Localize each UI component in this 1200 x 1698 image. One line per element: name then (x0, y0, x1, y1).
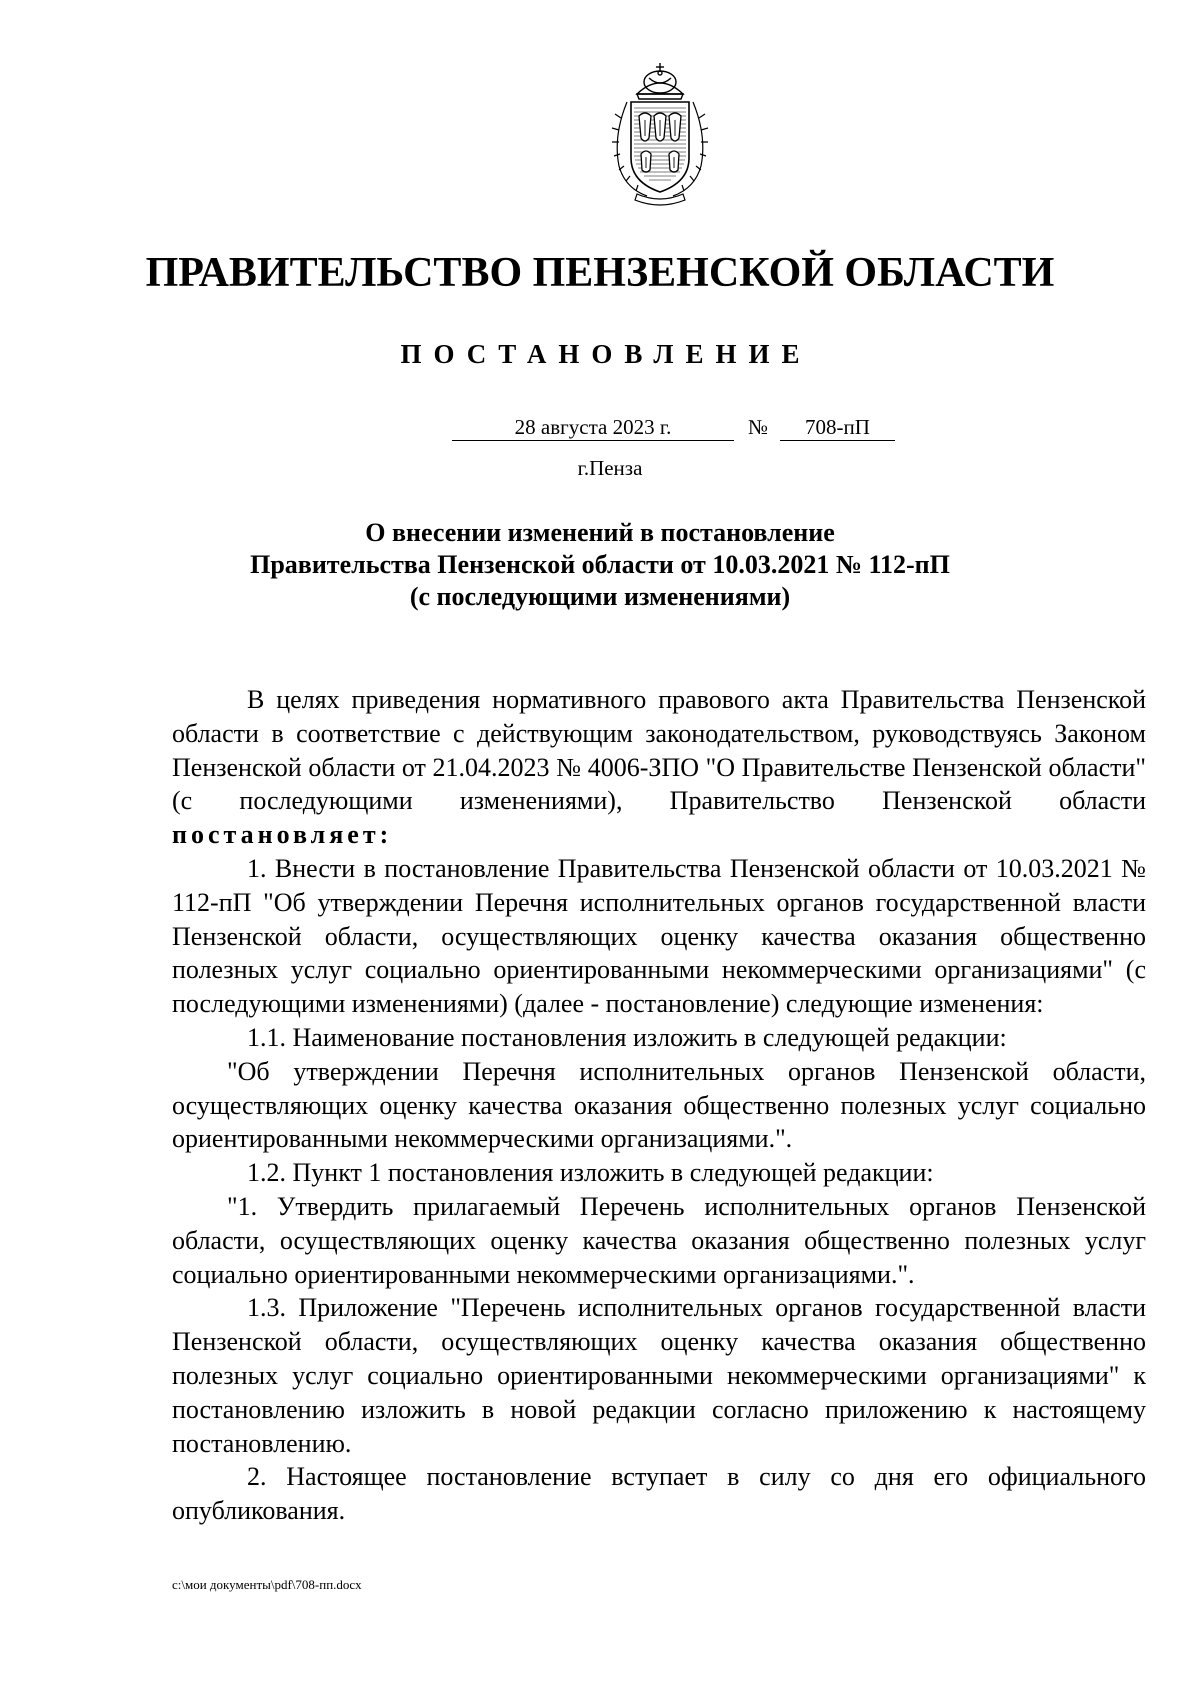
document-title (0, 517, 1200, 613)
footer-file-path: c:\мои документы\pdf\708-пп.docx (172, 1577, 362, 1592)
document-date: 28 августа 2023 г. (452, 414, 734, 441)
paragraph-1: 1. Внести в постановление Правительства Пензенской области от 10.03.2021 № 112-пП "Об утверждении Перечня исполнительных органов государственной власти Пензенской области, осуществляющих оценку качества оказания общественно полезных услуг социально ориентированными некоммерческими организациями" (с последующими изменениями) (далее - постановление) следующие изменения: (172, 853, 1146, 1019)
paragraph-2: 2. Настоящее постановление вступает в силу со дня его официального опубликования. (172, 1462, 1146, 1526)
paragraph-1-2: 1.2. Пункт 1 постановления изложить в следующей редакции: (247, 1158, 934, 1188)
paragraph-1-2-quote: "1. Утвердить прилагаемый Перечень исполнительных органов Пензенской области, осуществляющих оценку качества оказания общественно полезных услуг социально ориентированными некоммерческими организациями.". (172, 1191, 1146, 1289)
paragraph-1-1: 1.1. Наименование постановления изложить в следующей редакции: (247, 1022, 1007, 1052)
decree-word: постановляет: (172, 820, 393, 850)
document-body (172, 683, 1146, 1528)
document-type: ПОСТАНОВЛЕНИЕ (400, 339, 812, 369)
organization-name: ПРАВИТЕЛЬСТВО ПЕНЗЕНСКОЙ ОБЛАСТИ (145, 250, 1055, 296)
preamble-paragraph (172, 683, 1146, 852)
title-line-3: (с последующими изменениями) (409, 582, 791, 611)
coat-of-arms-icon (607, 58, 713, 208)
preamble-text: В целях приведения нормативного правового акта Правительства Пензенской области в соответствие с действующим законодательством, руководствуясь Законом Пензенской области от 21.04.2023 № 4006-ЗПО "О Правительстве Пензенской области" (с последующими изменениями), Правительство Пензенской области (172, 685, 1146, 816)
paragraph-1-1-quote: "Об утверждении Перечня исполнительных органов Пензенской области, осуществляющих оценку качества оказания общественно полезных услуг социально ориентированными некоммерческими организациями.". (172, 1056, 1146, 1154)
title-line-1: О внесении изменений в постановление (365, 518, 835, 547)
paragraph-1-3: 1.3. Приложение "Перечень исполнительных органов государственной власти Пензенской области, осуществляющих оценку качества оказания общественно полезных услуг социально ориентированными некоммерческими организациями" к постановлению изложить в новой редакции согласно приложению к настоящему постановлению. (172, 1293, 1146, 1458)
number-sign: № (748, 415, 769, 439)
document-number: 708-пП (780, 414, 895, 441)
title-line-2: Правительства Пензенской области от 10.03.2021 № 112-пП (250, 550, 950, 579)
city: г.Пенза (577, 456, 643, 480)
